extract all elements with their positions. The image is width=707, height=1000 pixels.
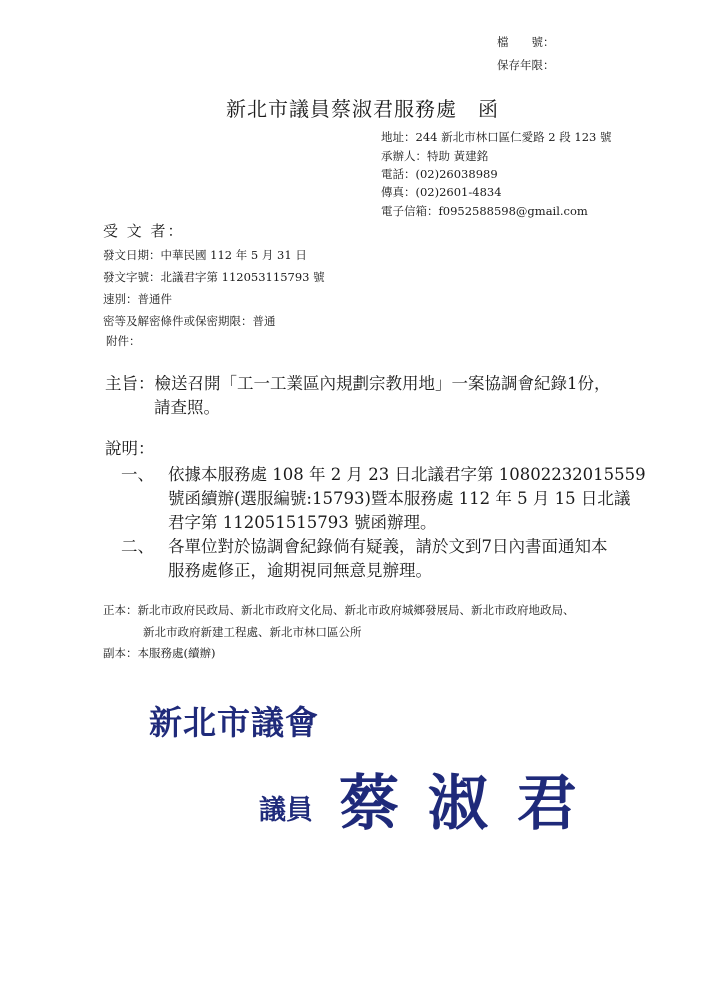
contact-fax: 傳真：(02)2601-4834 <box>381 185 502 199</box>
seal-councilor-name: 蔡 淑 君 <box>339 769 581 839</box>
contact-address: 地址：244 新北市林口區仁愛路 2 段 123 號 <box>381 130 612 144</box>
explanation-item-line: 依據本服務處 108 年 2 月 23 日北議君字第 10802232015559 <box>168 465 646 484</box>
explanation-item-line: 各單位對於協調會紀錄倘有疑義，請於文到7日內書面通知本 <box>168 537 608 556</box>
seal-council-name: 新北市議會 <box>149 703 319 742</box>
seal-title: 議員 <box>259 795 313 826</box>
security-level: 密等及解密條件或保密期限：普通 <box>103 314 276 328</box>
main-recipients-line-2: 新北市政府新建工程處、新北市林口區公所 <box>143 625 362 639</box>
explanation-item-line: 服務處修正，逾期視同無意見辦理。 <box>168 561 432 580</box>
contact-phone: 電話：(02)26038989 <box>381 167 498 181</box>
explanation-item-line: 君字第 112051515793 號函辦理。 <box>168 513 437 532</box>
copy-recipients: 副本：本服務處(續辦) <box>103 646 216 660</box>
archive-retention-label: 保存年限： <box>497 58 555 72</box>
main-recipients-line-1: 正本：新北市政府民政局、新北市政府文化局、新北市政府城鄉發展局、新北市政府地政局、 <box>103 603 575 617</box>
issue-date: 發文日期：中華民國 112 年 5 月 31 日 <box>103 248 307 262</box>
explanation-item-line: 號函續辦(選服編號:15793)暨本服務處 112 年 5 月 15 日北議 <box>168 489 631 508</box>
document-title: 新北市議員蔡淑君服務處 函 <box>226 97 499 121</box>
archive-number-label: 檔 號： <box>497 35 555 49</box>
subject-line-2: 請查照。 <box>154 398 220 417</box>
explanation-heading: 說明： <box>105 439 155 458</box>
subject-line-1: 主旨：檢送召開「工一工業區內規劃宗教用地」一案協調會紀錄1份， <box>105 374 611 393</box>
delivery-speed: 速別：普通件 <box>103 292 172 306</box>
explanation-item-number: 二、 <box>121 537 154 556</box>
contact-email: 電子信箱：f0952588598@gmail.com <box>381 204 588 218</box>
contact-handler: 承辦人：特助 黃建銘 <box>381 149 489 163</box>
attachment-label: 附件： <box>106 334 141 348</box>
issue-number: 發文字號：北議君字第 112053115793 號 <box>103 270 325 284</box>
explanation-item-number: 一、 <box>121 465 154 484</box>
recipient-label: 受 文 者： <box>103 222 185 240</box>
